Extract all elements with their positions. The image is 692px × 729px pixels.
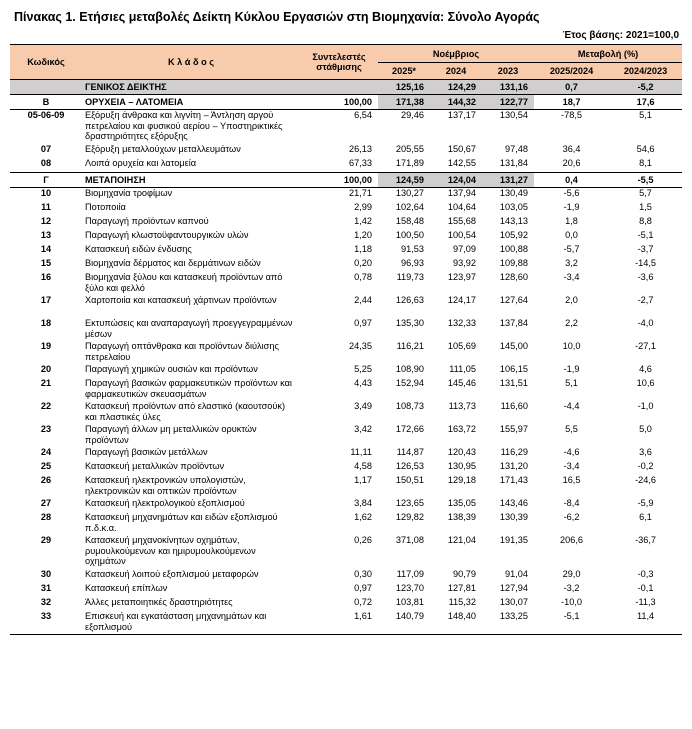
row-v2023: 127,94 <box>499 583 529 593</box>
row-code: 29 <box>40 535 52 545</box>
row-code: 13 <box>40 230 52 240</box>
row-c1: -4,4 <box>563 401 580 411</box>
row-label: Κατασκευή επίπλων <box>85 583 168 593</box>
general-index-2024: 124,29 <box>430 80 482 95</box>
header-weight: Συντελεστές στάθμισης <box>300 45 378 80</box>
row-v2024: 105,69 <box>447 341 476 351</box>
row-code: 10 <box>40 188 52 198</box>
row-v2025: 126,53 <box>395 461 424 471</box>
table-row <box>10 272 682 295</box>
table-row <box>10 202 682 216</box>
row-v2025: 129,82 <box>395 512 424 522</box>
row-c2: 11,4 <box>609 611 682 635</box>
table-row <box>10 447 682 461</box>
row-c2: -5,9 <box>637 498 654 508</box>
row-weight: 3,42 <box>354 424 372 434</box>
row-weight: 1,61 <box>300 611 378 635</box>
row-label: Κατασκευή λοιπού εξοπλισμού μεταφορών <box>85 569 259 579</box>
row-label: Λοιπά ορυχεία και λατομεία <box>85 158 197 168</box>
row-c2: -27,1 <box>635 341 657 351</box>
row-weight: 0,97 <box>354 318 372 328</box>
header-change-2024-2023: 2024/2023 <box>609 63 682 80</box>
header-change-2025-2024: 2025/2024 <box>534 63 609 80</box>
row-v2025: 119,73 <box>396 272 424 282</box>
row-v2023: 130,39 <box>499 512 529 522</box>
row-label: Κατασκευή ειδών ένδυσης <box>85 244 192 254</box>
table-row <box>10 583 682 597</box>
row-code: 12 <box>40 216 52 226</box>
row-c1: 16,5 <box>562 475 581 485</box>
row-code: 25 <box>40 461 52 471</box>
row-weight: 4,58 <box>354 461 372 471</box>
row-code: 22 <box>40 401 52 411</box>
row-c2: -4,0 <box>637 318 654 328</box>
row-label: Παραγωγή κλωστοϋφαντουργικών υλών <box>85 230 249 240</box>
row-v2023: 128,60 <box>499 272 529 282</box>
row-v2025: 126,63 <box>395 295 424 305</box>
row-code: 11 <box>41 202 51 212</box>
row-weight: 5,25 <box>354 364 372 374</box>
row-c1: -5,7 <box>563 244 580 254</box>
row-c1: 0,0 <box>565 230 578 240</box>
row-code: 16 <box>40 272 52 282</box>
row-label: Παραγωγή χημικών ουσιών και προϊόντων <box>85 364 258 374</box>
section-v2023: 131,27 <box>482 173 534 188</box>
table-title: Πίνακας 1. Ετήσιες μεταβολές Δείκτη Κύκλου Εργασιών στη Βιομηχανία: Σύνολο Αγοράς <box>14 10 540 24</box>
section-v2025: 124,59 <box>378 173 430 188</box>
row-weight: 3,49 <box>354 401 372 411</box>
row-c2: 3,6 <box>639 447 652 457</box>
row-v2024: 129,18 <box>447 475 476 485</box>
table-row <box>10 295 682 318</box>
row-v2025: 29,46 <box>401 110 424 120</box>
table-row <box>10 475 682 498</box>
row-c2: 5,1 <box>639 110 652 120</box>
row-code: 26 <box>40 475 52 485</box>
row-label: Παραγωγή βασικών μετάλλων <box>85 447 208 457</box>
row-v2025: 91,53 <box>401 244 424 254</box>
table-row <box>10 188 682 203</box>
section-code: B <box>10 95 82 110</box>
row-c1: -5,1 <box>534 611 609 635</box>
row-weight: 11,11 <box>350 447 372 457</box>
row-c1: 29,0 <box>562 569 581 579</box>
section-v2024: 124,04 <box>430 173 482 188</box>
row-c1: 20,6 <box>562 158 581 168</box>
row-c2: 5,0 <box>639 424 652 434</box>
row-label: Βιομηχανία δέρματος και δερμάτινων ειδών <box>85 258 261 268</box>
row-v2025: 117,09 <box>396 569 424 579</box>
row-c1: 2,2 <box>565 318 578 328</box>
row-v2024: 163,72 <box>447 424 476 434</box>
section-weight: 100,00 <box>300 173 378 188</box>
row-v2025: 96,93 <box>401 258 424 268</box>
row-label: Επισκευή και εγκατάσταση μηχανημάτων και εξοπλισμού <box>82 611 300 635</box>
row-c1: -3,2 <box>563 583 580 593</box>
section-weight: 100,00 <box>300 95 378 110</box>
row-code: 24 <box>40 447 52 457</box>
row-weight: 0,72 <box>354 597 372 607</box>
row-c1: -1,9 <box>563 364 580 374</box>
section-c1: 18,7 <box>534 95 609 110</box>
manufacturing-section-row <box>10 173 682 188</box>
row-v2023: 131,51 <box>499 378 529 388</box>
row-code: 17 <box>40 295 52 305</box>
table-row <box>10 461 682 475</box>
row-v2024: 121,04 <box>447 535 476 545</box>
row-v2025: 171,89 <box>395 158 424 168</box>
table-row <box>10 597 682 611</box>
row-v2025: 130,27 <box>395 188 424 198</box>
row-v2024: 137,94 <box>447 188 476 198</box>
table-row <box>10 318 682 341</box>
row-v2024: 155,68 <box>447 216 476 226</box>
table-body <box>10 80 682 635</box>
row-code: 05-06-09 <box>27 110 65 120</box>
general-index-2023: 131,16 <box>482 80 534 95</box>
row-v2025: 205,55 <box>395 144 424 154</box>
row-c1: -78,5 <box>561 110 582 120</box>
row-c2: -14,5 <box>635 258 657 268</box>
row-v2024: 130,95 <box>447 461 476 471</box>
row-weight: 2,99 <box>354 202 372 212</box>
section-code: Γ <box>10 173 82 188</box>
row-v2023: 97,48 <box>505 144 529 154</box>
row-c2: 54,6 <box>636 144 655 154</box>
row-code: 23 <box>40 424 52 434</box>
header-code: Κωδικός <box>10 45 82 80</box>
row-v2025: 100,50 <box>395 230 424 240</box>
row-v2023: 127,64 <box>499 295 529 305</box>
row-v2023: 106,15 <box>499 364 529 374</box>
row-v2025: 108,73 <box>395 401 424 411</box>
row-v2024: 90,79 <box>453 569 476 579</box>
row-weight: 0,97 <box>354 583 372 593</box>
row-v2023: 131,20 <box>499 461 529 471</box>
row-v2024: 137,17 <box>447 110 476 120</box>
row-label: Παραγωγή βασικών φαρμακευτικών προϊόντων και φαρμακευτικών σκευασμάτων <box>85 378 292 399</box>
section-v2024: 144,32 <box>430 95 482 110</box>
general-index-2025: 125,16 <box>378 80 430 95</box>
row-code: 18 <box>40 318 52 328</box>
row-v2023: 109,88 <box>499 258 529 268</box>
table-row <box>10 569 682 583</box>
row-weight: 6,54 <box>354 110 372 120</box>
row-v2023: 137,84 <box>499 318 529 328</box>
header-year-2023: 2023 <box>482 63 534 80</box>
row-label: Εξόρυξη άνθρακα και λιγνίτη – Άντληση αργού πετρελαίου και φυσικού αερίου – Υποστηρικτικές δραστηριότητες εξόρυξης <box>85 110 283 141</box>
row-v2023: 91,04 <box>505 569 529 579</box>
row-label: Κατασκευή ηλεκτρονικών υπολογιστών, ηλεκτρονικών και οπτικών προϊόντων <box>85 475 246 496</box>
table-header <box>10 45 682 80</box>
row-v2025: 114,87 <box>396 447 424 457</box>
table-row <box>10 535 682 569</box>
row-c1: -3,4 <box>563 272 580 282</box>
row-c2: -11,3 <box>635 597 656 607</box>
row-v2024: 132,33 <box>447 318 476 328</box>
row-v2023: 100,88 <box>499 244 529 254</box>
row-v2025: 102,64 <box>395 202 424 212</box>
row-weight: 0,78 <box>354 272 372 282</box>
row-c1: 5,5 <box>565 424 578 434</box>
row-weight: 2,44 <box>354 295 372 305</box>
row-v2024: 127,81 <box>447 583 476 593</box>
row-weight: 26,13 <box>349 144 372 154</box>
row-c2: -2,7 <box>637 295 654 305</box>
row-v2024: 120,43 <box>447 447 476 457</box>
row-label: Εξόρυξη μεταλλούχων μεταλλευμάτων <box>85 144 241 154</box>
row-v2023: 145,00 <box>499 341 529 351</box>
row-label: Κατασκευή μεταλλικών προϊόντων <box>85 461 225 471</box>
section-c1: 0,4 <box>534 173 609 188</box>
row-label: Άλλες μεταποιητικές δραστηριότητες <box>85 597 233 607</box>
row-weight: 1,17 <box>354 475 372 485</box>
row-v2023: 191,35 <box>499 535 529 545</box>
row-c1: -10,0 <box>561 597 582 607</box>
row-v2024: 97,09 <box>453 244 476 254</box>
row-v2025: 103,81 <box>395 597 424 607</box>
row-c1: 3,2 <box>565 258 578 268</box>
row-v2025: 172,66 <box>395 424 424 434</box>
row-c2: 5,7 <box>639 188 652 198</box>
row-code: 20 <box>40 364 52 374</box>
row-code: 07 <box>40 144 52 154</box>
row-v2023: 130,07 <box>499 597 529 607</box>
row-weight: 0,26 <box>354 535 372 545</box>
row-code: 32 <box>40 597 52 607</box>
row-v2023: 143,13 <box>499 216 529 226</box>
table-row <box>10 341 682 364</box>
row-weight: 0,30 <box>354 569 372 579</box>
row-weight: 1,18 <box>354 244 372 254</box>
row-c2: 6,1 <box>639 512 652 522</box>
row-c1: 5,1 <box>565 378 578 388</box>
row-v2025: 135,30 <box>395 318 424 328</box>
header-month: Νοέμβριος <box>378 45 534 63</box>
row-weight: 0,20 <box>354 258 372 268</box>
row-v2024: 135,05 <box>447 498 476 508</box>
row-v2025: 116,21 <box>396 341 424 351</box>
row-c2: -0,1 <box>637 583 654 593</box>
table-row <box>10 498 682 512</box>
row-label: Παραγωγή προϊόντων καπνού <box>85 216 209 226</box>
row-v2024: 115,32 <box>448 597 476 607</box>
base-year-note: Έτος βάσης: 2021=100,0 <box>562 30 679 41</box>
row-v2023: 171,43 <box>499 475 529 485</box>
row-v2024: 124,17 <box>447 295 476 305</box>
row-c1: -8,4 <box>563 498 580 508</box>
row-c2: -24,6 <box>635 475 657 485</box>
row-label: Χαρτοποιία και κατασκευή χάρτινων προϊόντων <box>85 295 277 305</box>
row-v2023: 143,46 <box>499 498 529 508</box>
table-row <box>10 401 682 424</box>
row-v2024: 145,46 <box>447 378 476 388</box>
mining-section-row <box>10 95 682 110</box>
row-code: 14 <box>40 244 52 254</box>
row-c2: -3,6 <box>637 272 654 282</box>
row-v2023: 130,54 <box>499 110 529 120</box>
table-row <box>10 611 682 635</box>
row-v2023: 133,25 <box>482 611 534 635</box>
row-v2023: 103,05 <box>499 202 529 212</box>
table-row <box>10 364 682 378</box>
row-code: 33 <box>10 611 82 635</box>
row-v2025: 123,70 <box>395 583 424 593</box>
general-index-change-2: -5,2 <box>609 80 682 95</box>
row-weight: 4,43 <box>354 378 372 388</box>
row-c2: 10,6 <box>636 378 655 388</box>
turnover-index-table <box>10 44 682 635</box>
section-label: ΜΕΤΑΠΟΙΗΣΗ <box>82 173 300 188</box>
row-v2025: 123,65 <box>395 498 424 508</box>
row-code: 15 <box>40 258 52 268</box>
section-v2025: 171,38 <box>378 95 430 110</box>
row-v2025: 152,94 <box>395 378 424 388</box>
table-row <box>10 158 682 173</box>
row-weight: 1,20 <box>354 230 372 240</box>
row-c2: 1,5 <box>639 202 652 212</box>
row-c1: 1,8 <box>565 216 578 226</box>
row-v2023: 105,92 <box>499 230 529 240</box>
header-sector: Κ λ ά δ ο ς <box>82 45 300 80</box>
table-row <box>10 424 682 447</box>
row-code: 28 <box>40 512 52 522</box>
row-c1: 10,0 <box>562 341 581 351</box>
row-c1: 36,4 <box>562 144 581 154</box>
row-v2024: 138,39 <box>447 512 476 522</box>
row-code: 31 <box>40 583 52 593</box>
row-c1: -4,6 <box>563 447 580 457</box>
row-label: Βιομηχανία τροφίμων <box>85 188 173 198</box>
row-code: 30 <box>40 569 52 579</box>
row-v2023: 155,97 <box>499 424 529 434</box>
table-row <box>10 378 682 401</box>
row-v2023: 116,29 <box>500 447 529 457</box>
row-v2024: 100,54 <box>447 230 476 240</box>
row-label: Βιομηχανία ξύλου και κατασκευή προϊόντων από ξύλο και φελλό <box>85 272 283 293</box>
row-c2: -5,1 <box>637 230 654 240</box>
section-label: ΟΡΥΧΕΙΑ – ΛΑΤΟΜΕΙΑ <box>82 95 300 110</box>
row-c2: -36,7 <box>635 535 657 545</box>
row-c2: 4,6 <box>639 364 652 374</box>
row-weight: 3,84 <box>354 498 372 508</box>
row-c1: -5,6 <box>563 188 580 198</box>
row-c2: 8,1 <box>639 158 652 168</box>
row-v2024: 123,97 <box>447 272 476 282</box>
row-code: 21 <box>40 378 52 388</box>
section-v2023: 122,77 <box>482 95 534 110</box>
row-code: 08 <box>40 158 52 168</box>
row-v2024: 148,40 <box>430 611 482 635</box>
general-index-row <box>10 80 682 95</box>
row-label: Κατασκευή μηχανημάτων και ειδών εξοπλισμού π.δ.κ.α. <box>85 512 278 533</box>
row-code: 19 <box>40 341 52 351</box>
row-label: Κατασκευή προϊόντων από ελαστικό (καουτσούκ) και πλαστικές ύλες <box>85 401 286 422</box>
row-v2025: 158,48 <box>395 216 424 226</box>
row-v2023: 131,84 <box>499 158 529 168</box>
row-c1: -3,4 <box>563 461 580 471</box>
row-label: Ποτοποιία <box>85 202 126 212</box>
row-label: Παραγωγή οπτάνθρακα και προϊόντων διύλισης πετρελαίου <box>85 341 279 362</box>
section-c2: 17,6 <box>609 95 682 110</box>
header-year-2025: 2025* <box>378 63 430 80</box>
row-v2024: 111,05 <box>449 364 476 374</box>
table-row <box>10 512 682 535</box>
general-index-weight <box>300 80 378 95</box>
section-c2: -5,5 <box>609 173 682 188</box>
row-label: Εκτυπώσεις και αναπαραγωγή προεγγεγραμμένων μέσων <box>85 318 293 339</box>
table-row <box>10 144 682 158</box>
header-year-2024: 2024 <box>430 63 482 80</box>
row-v2025: 108,90 <box>395 364 424 374</box>
row-label: Κατασκευή μηχανοκίνητων οχημάτων, ρυμουλκούμενων και ημιρυμουλκούμενων οχημάτων <box>85 535 256 566</box>
row-label: Κατασκευή ηλεκτρολογικού εξοπλισμού <box>85 498 245 508</box>
row-v2024: 113,73 <box>448 401 476 411</box>
row-code: 27 <box>40 498 52 508</box>
row-c1: -6,2 <box>563 512 580 522</box>
row-c1: 2,0 <box>565 295 578 305</box>
row-v2025: 140,79 <box>378 611 430 635</box>
row-label: Παραγωγή άλλων μη μεταλλικών ορυκτών προϊόντων <box>85 424 257 445</box>
row-v2025: 371,08 <box>395 535 424 545</box>
table-row <box>10 230 682 244</box>
row-weight: 1,42 <box>354 216 372 226</box>
header-change: Μεταβολή (%) <box>534 45 682 63</box>
row-v2024: 150,67 <box>447 144 476 154</box>
row-v2024: 142,55 <box>447 158 476 168</box>
row-weight: 21,71 <box>349 188 372 198</box>
row-c2: -0,3 <box>637 569 654 579</box>
table-row <box>10 110 682 145</box>
row-v2023: 130,49 <box>499 188 529 198</box>
row-v2023: 116,60 <box>500 401 529 411</box>
row-c2: -3,7 <box>637 244 654 254</box>
table-row <box>10 244 682 258</box>
table-row <box>10 216 682 230</box>
row-weight: 24,35 <box>349 341 372 351</box>
table-row <box>10 258 682 272</box>
row-weight: 1,62 <box>354 512 372 522</box>
general-index-label: ΓΕΝΙΚΟΣ ΔΕΙΚΤΗΣ <box>82 80 300 95</box>
general-index-change-1: 0,7 <box>534 80 609 95</box>
row-c2: -1,0 <box>637 401 654 411</box>
row-c1: -1,9 <box>563 202 580 212</box>
row-v2024: 93,92 <box>453 258 476 268</box>
row-weight: 67,33 <box>349 158 372 168</box>
row-c2: 8,8 <box>639 216 652 226</box>
row-v2024: 104,64 <box>447 202 476 212</box>
row-v2025: 150,51 <box>395 475 424 485</box>
row-c2: -0,2 <box>637 461 654 471</box>
row-c1: 206,6 <box>560 535 584 545</box>
